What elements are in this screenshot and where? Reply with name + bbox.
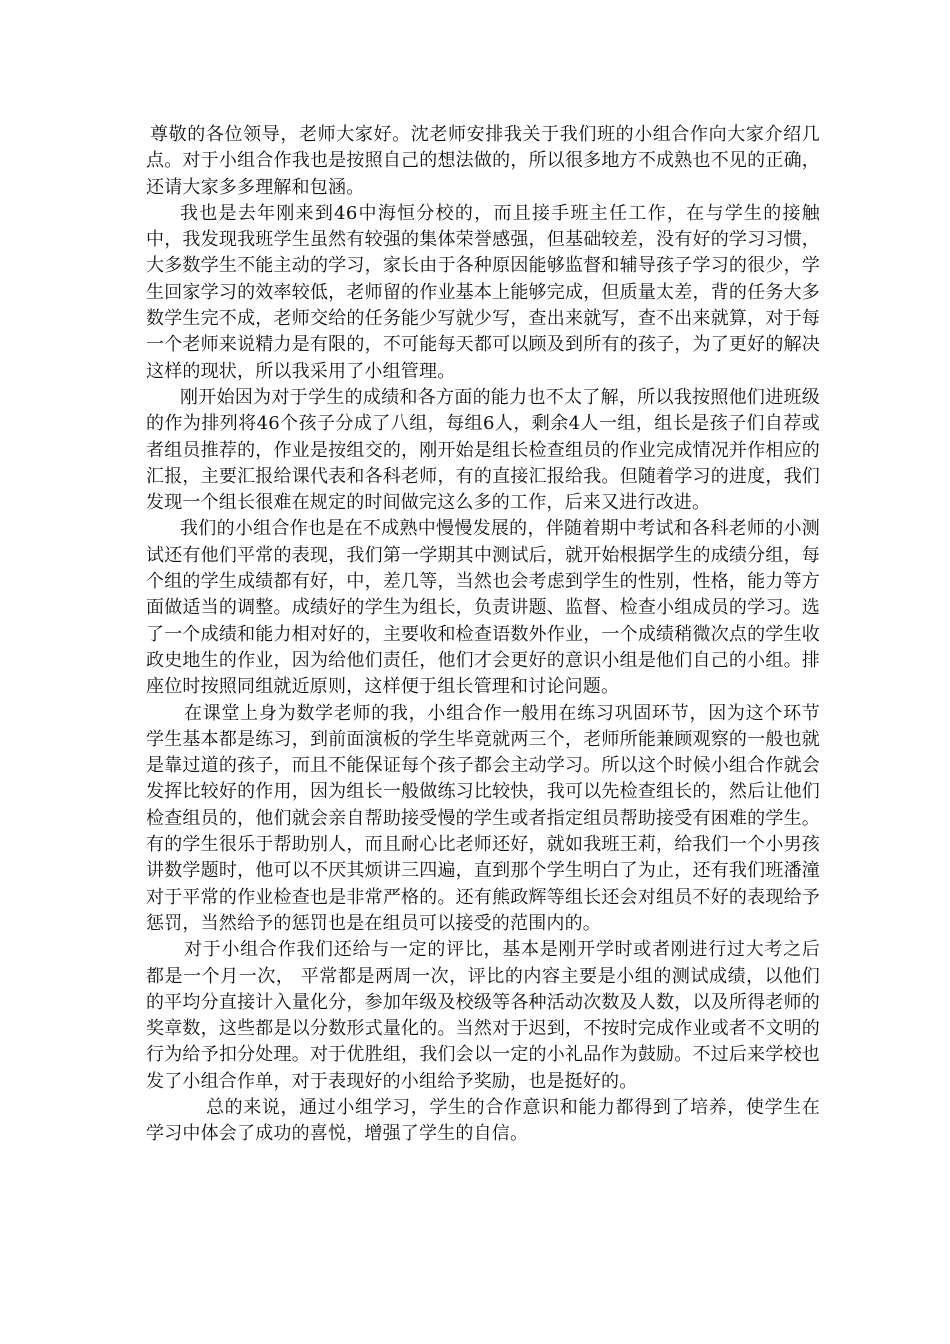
document-body [146, 122, 820, 1148]
paragraph-evaluation: 对于小组合作我们还给与一定的评比，基本是刚开学时或者刚进行过大考之后都是一个月一次， 平常都是两周一次，评比的内容主要是小组的测试成绩，以他们的平均分直接计入量化分，参加年级及校级等各种活动次数及人数，以及所得老师的奖章数，这些都是以分数形式量化的。当然对于迟到，不按时完成作业或者不文明的行为给予扣分处理。对于优胜组，我们会以一定的小礼品作为鼓励。不过后来学校也发了小组合作单，对于表现好的小组给予奖励，也是挺好的。 [146, 939, 820, 1092]
paragraph-greeting: 尊敬的各位领导，老师大家好。沈老师安排我关于我们班的小组合作向大家介绍几点。对于小组合作我也是按照自己的想法做的，所以很多地方不成熟也不见的正确，还请大家多多理解和包涵。 [146, 124, 820, 198]
paragraph-classroom-use: 在课堂上身为数学老师的我，小组合作一般用在练习巩固环节，因为这个环节学生基本都是练习，到前面演板的学生毕竟就两三个，老师所能兼顾观察的一般也就是靠过道的孩子，而且不能保证每个孩子都会主动学习。所以这个时候小组合作就会发挥比较好的作用，因为组长一般做练习比较快，我可以先检查组长的，然后让他们检查组员的，他们就会亲自帮助接受慢的学生或者指定组员帮助接受有困难的学生。有的学生很乐于帮助别人，而且耐心比老师还好，就如我班王莉，给我们一个小男孩讲数学题时，他可以不厌其烦讲三四遍，直到那个学生明白了为止，还有我们班潘潼对于平常的作业检查也是非常严格的。还有熊政辉等组长还会对组员不好的表现给予惩罚，当然给予的惩罚也是在组员可以接受的范围内的。 [146, 702, 820, 934]
paragraph-conclusion: 总的来说，通过小组学习，学生的合作意识和能力都得到了培养，使学生在学习中体会了成功的喜悦，增强了学生的自信。 [146, 1096, 820, 1145]
paragraph-initial-grouping: 刚开始因为对于学生的成绩和各方面的能力也不太了解，所以我按照他们进班级的作为排列将46个孩子分成了八组，每组6人，剩余4人一组，组长是孩子们自荐或者组员推荐的，作业是按组交的，刚开始是组长检查组员的作业完成情况并作相应的汇报，主要汇报给课代表和各科老师，有的直接汇报给我。但随着学习的进度，我们发现一个组长很难在规定的时间做完这么多的工作，后来又进行改进。 [146, 386, 820, 514]
paragraph-background: 我也是去年刚来到46中海恒分校的，而且接手班主任工作，在与学生的接触中，我发现我班学生虽然有较强的集体荣誉感强，但基础较差，没有好的学习习惯，大多数学生不能主动的学习，家长由于各种原因能够监督和辅导孩子学习的很少，学生回家学习的效率较低，老师留的作业基本上能够完成，但质量太差，背的任务大多数学生完不成，老师交给的任务能少写就少写，查出来就写，查不出来就算，对于每一个老师来说精力是有限的，不可能每天都可以顾及到所有的孩子，为了更好的解决这样的现状，所以我采用了小组管理。 [146, 202, 820, 382]
paragraph-group-development: 我们的小组合作也是在不成熟中慢慢发展的，伴随着期中考试和各科老师的小测试还有他们平常的表现，我们第一学期其中测试后，就开始根据学生的成绩分组，每个组的学生成绩都有好，中，差几等，当然也会考虑到学生的性别，性格，能力等方面做适当的调整。成绩好的学生为组长，负责讲题、监督、检查小组成员的学习。选了一个成绩和能力相对好的，主要收和检查语数外作业，一个成绩稍微次点的学生收政史地生的作业，因为给他们责任，他们才会更好的意识小组是他们自己的小组。排座位时按照同组就近原则，这样便于组长管理和讨论问题。 [146, 518, 820, 698]
